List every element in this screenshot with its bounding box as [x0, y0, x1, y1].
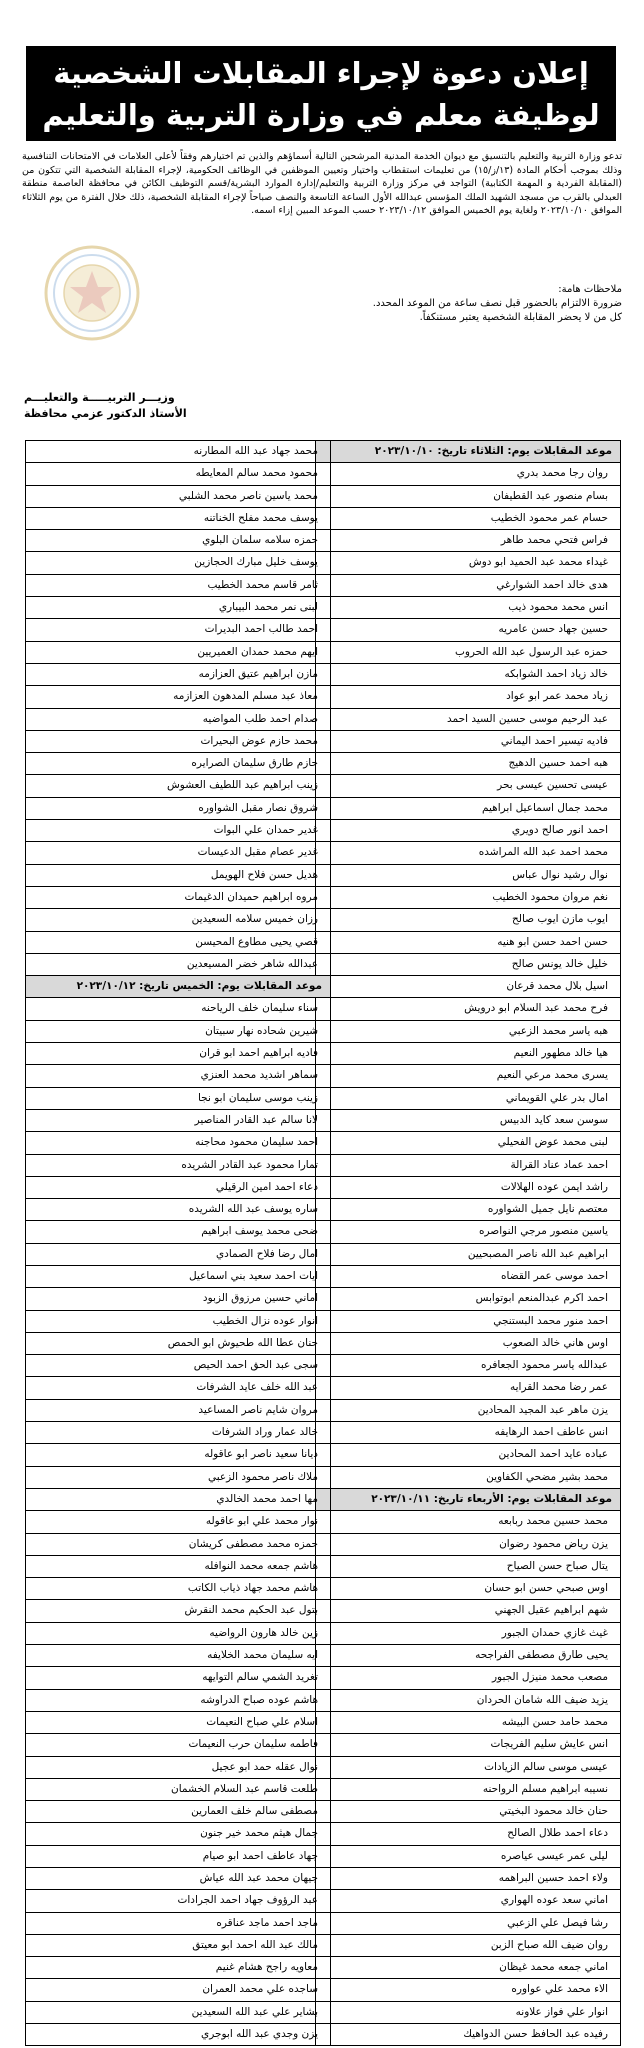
- candidate-row: نسيبه ابراهيم مسلم الرواحنه: [316, 1779, 620, 1801]
- candidate-row: عمر رضا محمد القرايه: [316, 1377, 620, 1399]
- candidate-row: عبد الرحيم موسى حسين السيد احمد: [316, 709, 620, 731]
- candidate-row: انس عاطف احمد الرهايفه: [316, 1422, 620, 1444]
- candidate-row: صدام احمد طلب المواضيه: [26, 709, 330, 731]
- candidate-row: عبد الرؤوف جهاد احمد الجرادات: [26, 1890, 330, 1912]
- candidate-row: فاطمه سليمان حرب النعيمات: [26, 1734, 330, 1756]
- candidate-row: حمزه عبد الرسول عبد الله الحروب: [316, 642, 620, 664]
- candidate-row: فاديه تيسير احمد اليماني: [316, 731, 620, 753]
- candidate-row: ديانا سعيد ناصر ابو عاقوله: [26, 1444, 330, 1466]
- candidate-row: طلعت قاسم عبد السلام الخشمان: [26, 1779, 330, 1801]
- banner-title-line-2: لوظيفة معلم في وزارة التربية والتعليم: [42, 98, 600, 132]
- candidate-row: عباده عايد احمد المحادين: [316, 1444, 620, 1466]
- candidate-row: غيداء محمد عبد الحميد ابو دوش: [316, 552, 620, 574]
- candidate-row: راشد ايمن عوده الهلالات: [316, 1177, 620, 1199]
- candidate-row: فرح محمد عبد السلام ابو درويش: [316, 998, 620, 1020]
- candidate-row: بسام منصور عبد القطيفان: [316, 486, 620, 508]
- candidate-row: احمد طالب احمد البديرات: [26, 619, 330, 641]
- candidate-row: لانا سالم عبد القادر المناصير: [26, 1110, 330, 1132]
- candidate-row: مروه ابراهيم حميدان الدغيمات: [26, 887, 330, 909]
- candidate-row: غيث غازي حمدان الجبور: [316, 1623, 620, 1645]
- ministry-seal-icon: [42, 243, 142, 343]
- candidate-row: يحيى طارق مصطفى الفراجحه: [316, 1645, 620, 1667]
- candidate-row: اسلام علي صباح النعيمات: [26, 1712, 330, 1734]
- candidate-row: محمد جهاد عبد الله المطارنه: [26, 441, 330, 463]
- candidate-row: ملاك ناصر محمود الزعبي: [26, 1467, 330, 1489]
- candidate-row: هبه احمد حسين الدهيج: [316, 753, 620, 775]
- candidate-row: معاويه راجح هشام غنيم: [26, 1957, 330, 1979]
- candidate-row: روان رجا محمد بدري: [316, 463, 620, 485]
- candidate-row: مصعب محمد منيزل الجبور: [316, 1667, 620, 1689]
- candidate-row: مصطفى سالم خلف العمارين: [26, 1801, 330, 1823]
- note-item: ضرورة الالتزام بالحضور قبل نصف ساعة من الموعد المحدد.: [372, 298, 622, 309]
- notes-title: ملاحظات هامة:: [558, 284, 622, 295]
- candidate-row: ايهم محمد حمدان العميريين: [26, 642, 330, 664]
- candidate-row: زينب ابراهيم عبد اللطيف العشوش: [26, 775, 330, 797]
- candidate-row: يوسف محمد مفلح الخناتنه: [26, 508, 330, 530]
- candidate-row: رزان خميس سلامه السعيدين: [26, 909, 330, 931]
- candidate-row: جيهان محمد عبد الله عياش: [26, 1868, 330, 1890]
- candidate-row: غدير عصام مقبل الدعيسات: [26, 842, 330, 864]
- candidate-row: محمد بشير مضحي الكفاوين: [316, 1467, 620, 1489]
- candidate-row: احمد منور محمد البستنجي: [316, 1311, 620, 1333]
- candidate-row: يتال صباح حسن الصياح: [316, 1556, 620, 1578]
- schedule-date-header: موعد المقابلات يوم: الثلاثاء تاريخ: ٢٠٢٣/١٠/١٠: [316, 441, 620, 463]
- candidate-row: هدى خالد احمد الشوارغي: [316, 575, 620, 597]
- candidate-row: لبنى محمد عوض الفحيلي: [316, 1132, 620, 1154]
- candidate-row: اماني جمعه محمد غيظان: [316, 1957, 620, 1979]
- candidate-row: محمد جمال اسماعيل ابراهيم: [316, 798, 620, 820]
- candidate-row: ماجد احمد ماجد عناقره: [26, 1913, 330, 1935]
- candidate-row: نوار محمد علي ابو عاقوله: [26, 1511, 330, 1533]
- candidate-row: دعاء احمد امين الرقيلي: [26, 1177, 330, 1199]
- candidate-row: محمود محمد سالم المعايطه: [26, 463, 330, 485]
- candidate-row: ايه سليمان محمد الخلايفه: [26, 1645, 330, 1667]
- candidate-row: احمد سليمان محمود محاجنه: [26, 1132, 330, 1154]
- candidate-row: جهاد عاطف احمد ابو صيام: [26, 1846, 330, 1868]
- candidate-row: بشاير علي عبد الله السعيدين: [26, 2002, 330, 2024]
- candidate-row: اماني حسين مرزوق الزبود: [26, 1288, 330, 1310]
- candidate-row: زياد محمد عمر ابو عواد: [316, 686, 620, 708]
- candidate-row: محمد حسين محمد ربابعه: [316, 1511, 620, 1533]
- candidate-row: احمد عماد عناد القرالة: [316, 1155, 620, 1177]
- candidate-row: احمد انور صالح دويري: [316, 820, 620, 842]
- candidate-row: حمزه سلامه سلمان البلوي: [26, 530, 330, 552]
- candidate-row: هاشم محمد جهاد ذياب الكاتب: [26, 1578, 330, 1600]
- candidate-row: قصي يحيى مطاوع المحيسن: [26, 932, 330, 954]
- candidate-row: عيسى موسى سالم الزيادات: [316, 1757, 620, 1779]
- candidate-row: شيرين شحاده نهار سبيتان: [26, 1021, 330, 1043]
- candidates-table-right: [315, 440, 621, 2046]
- candidate-row: هبه ياسر محمد الزعبي: [316, 1021, 620, 1043]
- candidate-row: ثامر قاسم محمد الخطيب: [26, 575, 330, 597]
- candidate-row: اوس صبحي حسن ابو حسان: [316, 1578, 620, 1600]
- candidate-row: رفيده عبد الحافظ حسن الدواهيك: [316, 2024, 620, 2046]
- candidate-row: هيا خالد مطهور النعيم: [316, 1043, 620, 1065]
- candidate-row: احمد موسى عمر القضاه: [316, 1266, 620, 1288]
- candidate-row: ساره يوسف عبد الله الشريده: [26, 1199, 330, 1221]
- candidate-row: هديل حسن فلاح الهويمل: [26, 865, 330, 887]
- candidate-row: حازم طارق سليمان الصرايره: [26, 753, 330, 775]
- candidate-row: عيسى تحسين عيسى بحر: [316, 775, 620, 797]
- candidate-row: هاشم عوده صباح الدراوشه: [26, 1690, 330, 1712]
- candidate-row: يزن ماهر عبد المجيد المحادين: [316, 1400, 620, 1422]
- candidate-row: ايات احمد سعيد بني اسماعيل: [26, 1266, 330, 1288]
- candidate-row: ولاء احمد حسين البراهمه: [316, 1868, 620, 1890]
- candidate-row: زينب موسى سليمان ابو نجا: [26, 1088, 330, 1110]
- candidate-row: هاشم جمعه محمد النوافله: [26, 1556, 330, 1578]
- intro-text: تدعو وزارة التربية والتعليم بالتنسيق مع ديوان الخدمة المدنية المرشحين التالية أسماؤهم والذين تم اختيارهم وفقاً لأعلى العلامات في الامتحانات التنافسية وذلك بموجب أحكام المادة (١٣/ز/١٥) من تعليمات استقطاب واختيار وتعيين الموظفين في الوظائف الحكومية، لإجراء المقابلة الشخصية التي تتكون من (المقابلة الفردية و المهمة الكتابية) التواجد في مركز وزارة التربية والتعليم/إدارة الموارد البشرية/قسم التوظيف الكائن في محافظة العاصمة منطقة العبدلي بالقرب من مسجد الشهيد الملك المؤسس عبدالله الأول الساعة التاسعة والنصف صباحاً لإجراء المقابلة الشخصية، ذلك خلال الفترة من يوم الثلاثاء الموافق ٢٠٢٣/١٠/١٠ ولغاية يوم الخميس الموافق ٢٠٢٣/١٠/١٢ حسب الموعد المبين إزاء اسمه.: [22, 151, 622, 217]
- candidate-row: نغم مروان محمود الخطيب: [316, 887, 620, 909]
- candidate-row: سجى عبد الحق احمد الحيص: [26, 1355, 330, 1377]
- candidate-row: اسيل بلال محمد قرعان: [316, 976, 620, 998]
- candidate-row: مالك عبد الله احمد ابو معيتق: [26, 1935, 330, 1957]
- candidate-row: محمد احمد عبد الله المراشده: [316, 842, 620, 864]
- candidate-row: ضحى محمد يوسف ابراهيم: [26, 1221, 330, 1243]
- candidate-row: محمد حازم عوض البحيرات: [26, 731, 330, 753]
- candidate-row: سناء سليمان خلف الرياحنه: [26, 998, 330, 1020]
- candidate-row: سماهر اشديد محمد العنزي: [26, 1065, 330, 1087]
- minister-signature-block: [24, 390, 284, 422]
- candidate-row: عبدالله شاهر خضر المسيعدين: [26, 954, 330, 976]
- candidate-row: ياسين منصور مرجي النواصره: [316, 1221, 620, 1243]
- candidate-row: حسام عمر محمود الخطيب: [316, 508, 620, 530]
- candidate-row: دعاء احمد طلال الصالح: [316, 1823, 620, 1845]
- candidate-row: نوال عقله حمد ابو عجيل: [26, 1757, 330, 1779]
- candidate-row: حسن احمد حسن ابو هنيه: [316, 932, 620, 954]
- candidate-row: حسين جهاد حسن عامريه: [316, 619, 620, 641]
- candidate-row: يزيد ضيف الله شامان الحردان: [316, 1690, 620, 1712]
- candidate-row: حمزه محمد مصطفى كريشان: [26, 1534, 330, 1556]
- schedule-date-header: موعد المقابلات يوم: الأربعاء تاريخ: ٢٠٢٣/١٠/١١: [316, 1489, 620, 1511]
- candidate-row: انس محمد محمود ذيب: [316, 597, 620, 619]
- candidate-row: عبدالله ياسر محمود الجعافره: [316, 1355, 620, 1377]
- announcement-banner: [26, 46, 616, 141]
- candidate-row: خالد عمار وراد الشرفات: [26, 1422, 330, 1444]
- candidate-row: تغريد الشمي سالم التوايهه: [26, 1667, 330, 1689]
- candidate-row: جمال هيثم محمد خير جنون: [26, 1823, 330, 1845]
- candidate-row: بتول عبد الحكيم محمد النقرش: [26, 1600, 330, 1622]
- candidate-row: تمارا محمود عبد القادر الشريده: [26, 1155, 330, 1177]
- candidate-row: احمد اكرم عبدالمنعم ابوتوابس: [316, 1288, 620, 1310]
- candidate-row: محمد ياسين ناصر محمد الشلبي: [26, 486, 330, 508]
- candidate-row: روان ضيف الله صباح الزبن: [316, 1935, 620, 1957]
- candidate-row: نوال رشيد نوال عباس: [316, 865, 620, 887]
- candidate-row: سوسن سعد كايد الدبيس: [316, 1110, 620, 1132]
- candidate-row: شهم ابراهيم عقيل الجهني: [316, 1600, 620, 1622]
- candidate-row: يوسف خليل مبارك الحجازين: [26, 552, 330, 574]
- candidate-row: خالد زياد احمد الشوابكه: [316, 664, 620, 686]
- candidate-row: شروق نصار مقبل الشواوره: [26, 798, 330, 820]
- candidate-row: معتصم نايل جميل الشواوره: [316, 1199, 620, 1221]
- candidate-row: انوار عوده نزال الخطيب: [26, 1311, 330, 1333]
- minister-name: الأستاذ الدكتور عزمي محافظة: [24, 407, 187, 420]
- candidate-row: ابراهيم عبد الله ناصر المصبحيين: [316, 1244, 620, 1266]
- candidate-row: حنان عطا الله طحيوش ابو الحمص: [26, 1333, 330, 1355]
- candidate-row: فراس فتحي محمد طاهر: [316, 530, 620, 552]
- candidate-row: محمد حامد حسن البيشه: [316, 1712, 620, 1734]
- intro-paragraph: [22, 150, 622, 218]
- candidate-row: الاء محمد علي عواوره: [316, 1979, 620, 2001]
- minister-title: وزيـــر التربيـــــة والتعليـــم: [24, 391, 175, 404]
- candidate-row: اوس هاني خالد الصعوب: [316, 1333, 620, 1355]
- candidate-row: معاذ عبد مسلم المدهون العزازمه: [26, 686, 330, 708]
- candidate-row: مها احمد محمد الخالدي: [26, 1489, 330, 1511]
- candidate-row: رشا فيصل علي الزعبي: [316, 1913, 620, 1935]
- candidate-row: زين خالد هارون الرواضيه: [26, 1623, 330, 1645]
- candidate-row: ايوب مازن ايوب صالح: [316, 909, 620, 931]
- candidate-row: لبنى نمر محمد البيباري: [26, 597, 330, 619]
- candidate-row: يزن وجدي عبد الله ابوجري: [26, 2024, 330, 2046]
- candidates-table-left: [25, 440, 331, 2046]
- candidate-row: مازن ابراهيم عتيق العزازمه: [26, 664, 330, 686]
- candidate-row: مروان شايم ناصر المساعيد: [26, 1400, 330, 1422]
- candidate-row: غدير حمدان علي البوات: [26, 820, 330, 842]
- note-item: كل من لا يحضر المقابلة الشخصية يعتبر مستنكفاً.: [419, 312, 622, 323]
- candidate-row: يسرى محمد مرعي النعيم: [316, 1065, 620, 1087]
- candidate-row: انس عايش سليم الفريجات: [316, 1734, 620, 1756]
- schedule-date-header: موعد المقابلات يوم: الخميس تاريخ: ٢٠٢٣/١٠/١٢: [26, 976, 330, 998]
- candidate-row: خليل خالد يونس صالح: [316, 954, 620, 976]
- candidate-row: حنان خالد محمود البخيتي: [316, 1801, 620, 1823]
- candidate-row: ساجده علي محمد العمران: [26, 1979, 330, 2001]
- candidate-row: امال بدر علي القويماني: [316, 1088, 620, 1110]
- candidate-row: عبد الله خلف عايد الشرفات: [26, 1377, 330, 1399]
- candidate-row: ليلى عمر عيسى عياصره: [316, 1846, 620, 1868]
- candidate-row: فاديه ابراهيم احمد ابو قران: [26, 1043, 330, 1065]
- banner-title-line-1: إعلان دعوة لإجراء المقابلات الشخصية: [53, 56, 589, 90]
- candidate-row: يزن رياض محمود رضوان: [316, 1534, 620, 1556]
- candidate-row: اماني سعد عوده الهواري: [316, 1890, 620, 1912]
- candidate-row: امال رضا فلاح الصمادي: [26, 1244, 330, 1266]
- candidate-row: انوار علي فواز علاونه: [316, 2002, 620, 2024]
